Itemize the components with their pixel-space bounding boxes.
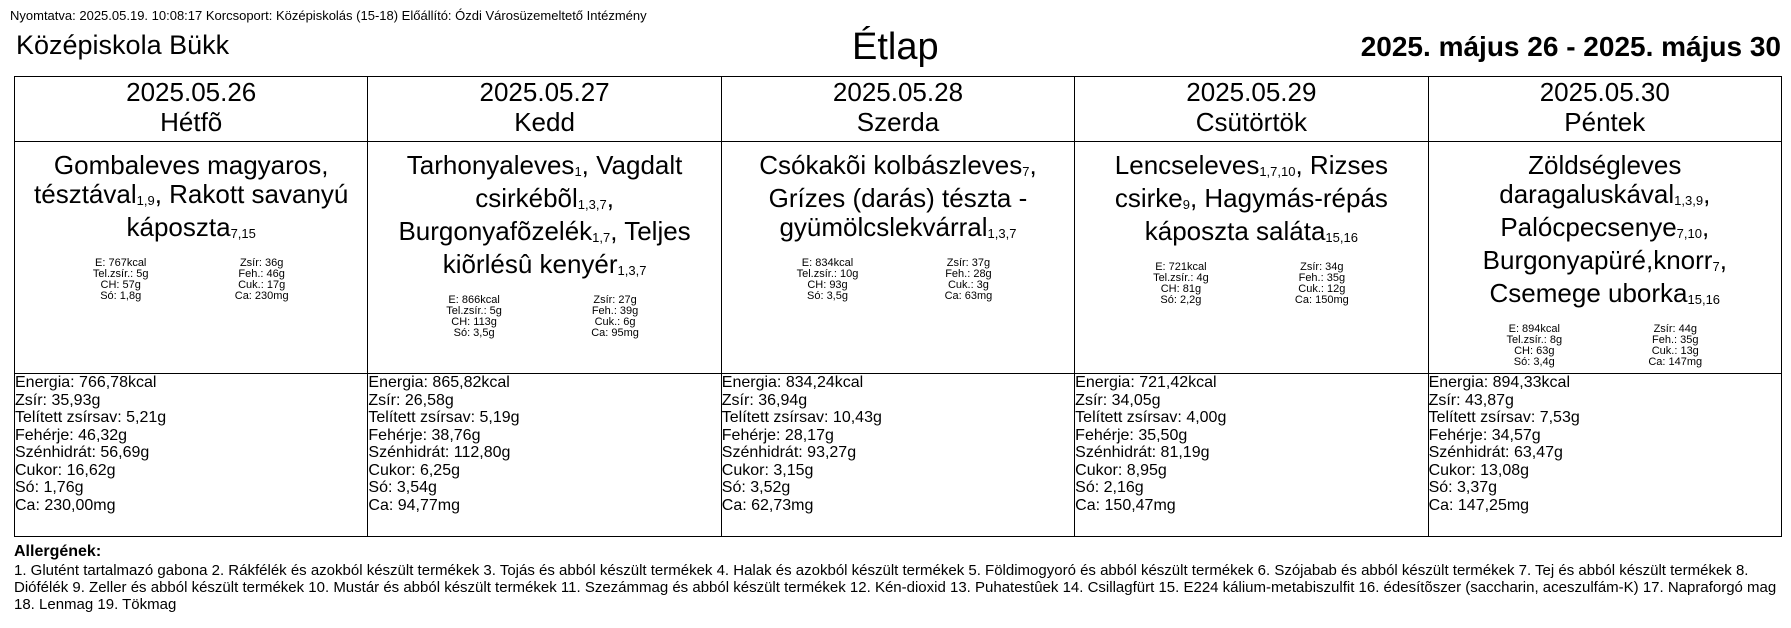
dish-cell xyxy=(1428,142,1781,374)
allergen-codes: 7,10 xyxy=(1676,226,1702,241)
nutrition-summary xyxy=(404,295,686,339)
dish-text: , Grízes (darás) tészta - gyümölcslekvárral xyxy=(768,150,1037,242)
nutrition-line: Energia: 766,78kcal xyxy=(15,374,157,391)
dish-text: , Hagymás-répás káposzta saláta xyxy=(1144,183,1388,246)
allergen-codes: 7 xyxy=(1712,259,1720,274)
nutrition-line: Zsír: 36,94g xyxy=(721,391,808,409)
nutrition-line: Telített zsírsav: 7,53g xyxy=(1428,409,1580,426)
dish-text: Csókakõi kolbászleves xyxy=(759,150,1023,180)
nutrition-line: Só: 1,76g xyxy=(15,479,84,496)
day-header xyxy=(15,77,368,142)
nutrition-line: Ca: 147,25mg xyxy=(1428,496,1530,514)
nutrition-summary xyxy=(757,258,1039,302)
summary-value: Zsír: 27g xyxy=(593,294,637,306)
summary-left xyxy=(404,295,545,339)
dish-text: , Burgonyapüré,knorr xyxy=(1482,212,1713,275)
nutrition-line: Energia: 721,42kcal xyxy=(1075,374,1217,391)
nutrition-line: Fehérje: 38,76g xyxy=(368,426,481,444)
day-header xyxy=(368,77,721,142)
nutrition-line: Szénhidrát: 63,47g xyxy=(1428,444,1563,461)
allergens-list: 1. Glutént tartalmazó gabona 2. Rákfélék és azokból készült termékek 3. Tojás és abból készült termékek 4. Halak és azokból készült termékek 5. Földimogyoró és abból készült termékek 6. Szójabab és abból készült termékek 7. Tej és abból készült termékek 8. Diófélék 9. Zeller és abból készült termékek 10. Mustár és abból készült termékek 11. Szezámmag és abból készült termékek 12. Kén-dioxid 13. Puhatestûek 14. Csillagfürt 15. E224 kálium-metabiszulfit 16. édesítõszer (saccharin, aceszulfám-K) 17. Napraforgó mag 18. Lenmag 19. Tökmag xyxy=(14,562,1777,613)
day-date: 2025.05.27 xyxy=(479,77,610,107)
nutrition-line: Cukor: 3,15g xyxy=(721,461,814,479)
summary-value: Feh.: 46g xyxy=(238,268,285,280)
day-weekday: Péntek xyxy=(1564,107,1646,137)
nutrition-cell xyxy=(721,374,1074,537)
allergen-codes: 1,3,7 xyxy=(577,197,607,212)
nutrition-line: Cukor: 8,95g xyxy=(1075,461,1167,479)
nutrition-line: Telített zsírsav: 5,19g xyxy=(368,409,520,426)
summary-value: E: 721kcal xyxy=(1155,261,1207,273)
summary-value: Só: 2,2g xyxy=(1160,294,1202,306)
allergen-codes: 7,15 xyxy=(230,226,256,241)
nutrition-line: Szénhidrát: 93,27g xyxy=(721,444,857,461)
summary-value: Feh.: 35g xyxy=(1298,272,1346,284)
summary-value: Cuk.: 6g xyxy=(594,316,636,328)
dish-name xyxy=(15,142,367,246)
dish-text: , Palócpecsenye xyxy=(1500,179,1711,242)
nutrition-line: Só: 3,52g xyxy=(721,479,791,496)
print-info: Nyomtatva: 2025.05.19. 10:08:17 Korcsoport: Középiskolás (15-18) Előállító: Ózdi Városüzemeltető Intézmény xyxy=(10,8,647,23)
summary-left xyxy=(1110,262,1251,306)
allergen-codes: 7 xyxy=(1022,164,1030,179)
nutrition-line: Fehérje: 35,50g xyxy=(1075,426,1188,444)
nutrition-cell xyxy=(1075,374,1428,537)
allergen-codes: 1,9 xyxy=(136,193,155,208)
summary-value: Ca: 95mg xyxy=(591,327,639,339)
summary-right xyxy=(1251,262,1392,306)
summary-value: Ca: 230mg xyxy=(234,290,289,302)
day-date: 2025.05.30 xyxy=(1539,77,1670,107)
dish-text: Tarhonyaleves xyxy=(406,150,575,180)
dish-text: , Rizses csirke xyxy=(1114,150,1388,213)
nutrition-line: Cukor: 6,25g xyxy=(368,461,460,479)
summary-value: Tel.zsír.: 5g xyxy=(446,305,502,317)
dish-text: , Rakott savanyú káposzta xyxy=(126,179,349,242)
allergen-codes: 1,7 xyxy=(592,230,611,245)
summary-value: E: 866kcal xyxy=(448,294,500,306)
summary-value: Só: 1,8g xyxy=(100,290,142,302)
summary-value: Cuk.: 12g xyxy=(1298,283,1346,295)
allergen-codes: 9 xyxy=(1182,197,1190,212)
nutrition-line: Só: 3,37g xyxy=(1428,479,1498,496)
allergen-codes: 1,7,10 xyxy=(1259,164,1296,179)
day-weekday: Kedd xyxy=(514,107,575,137)
day-header-row xyxy=(15,77,1782,142)
dish-name xyxy=(1429,142,1781,312)
summary-left xyxy=(757,258,898,302)
nutrition-line: Ca: 230,00mg xyxy=(15,496,116,514)
summary-value: Feh.: 39g xyxy=(591,305,639,317)
nutrition-line: Zsír: 35,93g xyxy=(15,391,101,409)
summary-value: Cuk.: 17g xyxy=(238,279,286,291)
nutrition-cell xyxy=(368,374,721,537)
day-header xyxy=(721,77,1074,142)
summary-value: Cuk.: 13g xyxy=(1651,345,1699,357)
summary-value: Só: 3,5g xyxy=(807,290,848,302)
nutrition-line: Energia: 865,82kcal xyxy=(368,374,510,391)
nutrition-line: Fehérje: 46,32g xyxy=(15,426,128,444)
summary-value: Tel.zsír.: 8g xyxy=(1506,334,1563,346)
day-date: 2025.05.29 xyxy=(1186,77,1317,107)
dish-text: Lencseleves xyxy=(1114,150,1260,180)
day-weekday: Hétfõ xyxy=(160,107,223,137)
summary-value: Ca: 147mg xyxy=(1648,356,1703,368)
summary-value: CH: 113g xyxy=(451,316,497,328)
nutrition-line: Telített zsírsav: 4,00g xyxy=(1075,409,1227,426)
summary-value: CH: 81g xyxy=(1160,283,1202,295)
nutrition-line: Só: 2,16g xyxy=(1075,479,1144,496)
allergen-codes: 1,3,7 xyxy=(987,226,1017,241)
summary-value: E: 834kcal xyxy=(801,257,854,269)
summary-value: Zsír: 37g xyxy=(946,257,991,269)
menu-table xyxy=(14,76,1782,537)
day-header xyxy=(1075,77,1428,142)
date-range: 2025. május 26 - 2025. május 30 xyxy=(1360,31,1781,62)
dish-row xyxy=(15,142,1782,374)
nutrition-line: Szénhidrát: 56,69g xyxy=(15,444,150,461)
summary-value: E: 767kcal xyxy=(95,257,147,269)
nutrition-summary xyxy=(1110,262,1392,306)
nutrition-summary xyxy=(1464,324,1746,368)
nutrition-line: Zsír: 43,87g xyxy=(1428,391,1514,409)
dish-text: , Csemege uborka xyxy=(1489,245,1727,308)
summary-right xyxy=(898,258,1039,302)
summary-value: Zsír: 34g xyxy=(1300,261,1344,273)
dish-cell xyxy=(368,142,721,374)
nutrition-line: Cukor: 13,08g xyxy=(1428,461,1530,479)
allergen-codes: 15,16 xyxy=(1687,292,1721,307)
nutrition-line: Fehérje: 34,57g xyxy=(1428,426,1541,444)
summary-value: Feh.: 35g xyxy=(1652,334,1699,346)
allergen-codes: 1,3,9 xyxy=(1674,193,1704,208)
nutrition-line: Szénhidrát: 112,80g xyxy=(368,444,511,461)
summary-value: Tel.zsír.: 5g xyxy=(92,268,149,280)
summary-value: Feh.: 28g xyxy=(945,268,992,280)
day-weekday: Csütörtök xyxy=(1195,107,1307,137)
dish-text: , Burgonyafõzelék xyxy=(398,183,614,246)
nutrition-line: Telített zsírsav: 10,43g xyxy=(721,409,882,426)
dish-text: Gombaleves magyaros, tésztával xyxy=(34,150,329,209)
dish-cell xyxy=(15,142,368,374)
allergen-codes: 1 xyxy=(574,164,582,179)
summary-value: Só: 3,5g xyxy=(453,327,495,339)
summary-value: Tel.zsír.: 10g xyxy=(796,268,859,280)
nutrition-cell xyxy=(1428,374,1781,537)
summary-value: Ca: 150mg xyxy=(1294,294,1349,306)
day-header xyxy=(1428,77,1781,142)
dish-text: , Teljes kiõrlésû kenyér xyxy=(442,216,691,279)
dish-cell xyxy=(1075,142,1428,374)
dish-text: , Vagdalt csirkébõl xyxy=(475,150,683,213)
school-name: Középiskola Bükk xyxy=(16,30,230,60)
dish-name xyxy=(722,142,1074,246)
summary-value: Tel.zsír.: 4g xyxy=(1153,272,1209,284)
summary-right xyxy=(1605,324,1746,368)
summary-left xyxy=(1464,324,1605,368)
nutrition-line: Fehérje: 28,17g xyxy=(721,426,834,444)
summary-value: CH: 63g xyxy=(1514,345,1555,357)
summary-value: Ca: 63mg xyxy=(944,290,993,302)
summary-value: Só: 3,4g xyxy=(1513,356,1555,368)
summary-value: Cuk.: 3g xyxy=(947,279,989,291)
nutrition-line: Szénhidrát: 81,19g xyxy=(1075,444,1210,461)
page-title: Étlap xyxy=(852,26,939,68)
nutrition-summary xyxy=(50,258,332,302)
day-date: 2025.05.26 xyxy=(126,77,257,107)
summary-right xyxy=(545,295,686,339)
summary-value: CH: 57g xyxy=(100,279,141,291)
nutrition-row xyxy=(15,374,1782,537)
nutrition-line: Ca: 62,73mg xyxy=(721,496,814,514)
allergen-codes: 15,16 xyxy=(1325,230,1358,245)
allergen-codes: 1,3,7 xyxy=(617,263,647,278)
nutrition-line: Telített zsírsav: 5,21g xyxy=(15,409,167,426)
nutrition-line: Energia: 834,24kcal xyxy=(721,374,864,391)
day-date: 2025.05.28 xyxy=(832,77,964,107)
nutrition-line: Zsír: 26,58g xyxy=(368,391,454,409)
nutrition-line: Ca: 150,47mg xyxy=(1075,496,1176,514)
summary-right xyxy=(191,258,332,302)
summary-value: Zsír: 44g xyxy=(1653,323,1697,335)
nutrition-line: Energia: 894,33kcal xyxy=(1428,374,1570,391)
summary-value: E: 894kcal xyxy=(1508,323,1560,335)
dish-text: Zöldségleves daragaluskával xyxy=(1499,150,1682,209)
dish-name xyxy=(368,142,720,283)
nutrition-line: Só: 3,54g xyxy=(368,479,437,496)
nutrition-line: Cukor: 16,62g xyxy=(15,461,116,479)
summary-value: CH: 93g xyxy=(807,279,848,291)
nutrition-cell xyxy=(15,374,368,537)
dish-cell xyxy=(721,142,1074,374)
allergens-title: Allergének: xyxy=(14,543,102,560)
day-weekday: Szerda xyxy=(856,107,940,137)
summary-value: Zsír: 36g xyxy=(239,257,284,269)
nutrition-line: Ca: 94,77mg xyxy=(368,496,460,514)
nutrition-line: Zsír: 34,05g xyxy=(1075,391,1161,409)
dish-name xyxy=(1075,142,1427,250)
summary-left xyxy=(50,258,191,302)
